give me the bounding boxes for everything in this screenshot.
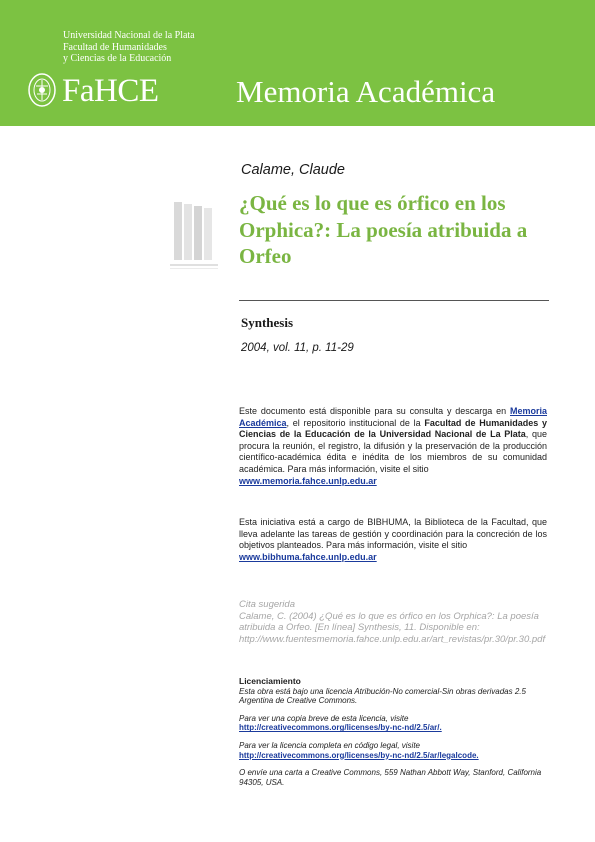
university-text	[63, 30, 195, 65]
university-crest-icon	[27, 72, 57, 108]
bibhuma-url-link[interactable]: www.bibhuma.fahce.unlp.edu.ar	[239, 551, 377, 562]
faculty-line-2: y Ciencias de la Educación	[63, 53, 172, 64]
license-description: Esta obra está bajo una licencia Atribución-No comercial-Sin obras derivadas 2.5 Argentina de Creative Commons.	[239, 686, 526, 706]
info-text-c: , que procura la reunión, el registro, la difusión y la preservación de la producción científico-académica édita e inédita de los miembros de su comunidad académica. Para más información, visite el sitio	[239, 429, 547, 474]
faculty-bold-text: Facultad de Humanidades y Ciencias de la Educación de la Universidad Nacional de La Plata	[239, 417, 547, 440]
memoria-url-link[interactable]: www.memoria.fahce.unlp.edu.ar	[239, 475, 377, 486]
license-section	[239, 677, 549, 787]
license-full-link[interactable]: http://creativecommons.org/licenses/by-nc-nd/2.5/ar/legalcode.	[239, 750, 479, 760]
faculty-line-1: Facultad de Humanidades	[63, 41, 167, 53]
journal-name: Synthesis	[241, 315, 294, 330]
memoria-books-logo-icon	[168, 200, 222, 272]
repository-title: Memoria Académica	[236, 74, 496, 109]
memoria-link[interactable]: Memoria Académica	[239, 406, 547, 428]
suggested-citation-text: Calame, C. (2004) ¿Qué es lo que es órfico en los Orphica?: La poesía atribuida a Orfeo. [En línea] Synthesis, 11. Disponible en: http://www.fuentesmemoria.fahce.unlp.edu.ar/art_revistas/pr.30/pr.30.pdf	[239, 610, 546, 645]
info-text-a: Este documento está disponible para su consulta y descarga en	[239, 406, 510, 416]
header-banner	[0, 0, 595, 126]
license-address: O envíe una carta a Creative Commons, 559 Nathan Abbott Way, Stanford, California 94305, USA.	[239, 768, 542, 787]
license-short-link[interactable]: http://creativecommons.org/licenses/by-nc-nd/2.5/ar/.	[239, 723, 442, 733]
document-author: Calame, Claude	[241, 162, 345, 178]
info-text-b: , el repositorio institucional de la	[286, 417, 425, 428]
suggested-citation-label: Cita sugerida	[239, 599, 295, 610]
bibhuma-text: Esta iniciativa está a cargo de BIBHUMA, la Biblioteca de la Facultad, que lleva adelante las tareas de gestión y coordinación para la concreción de los objetivos planteados. Para más información, visite el sitio	[239, 517, 547, 551]
fahce-logo-text: FaHCE	[62, 73, 159, 109]
repository-info-paragraph	[239, 406, 547, 487]
license-heading: Licenciamiento	[239, 676, 301, 686]
citation-info: 2004, vol. 11, p. 11-29	[241, 342, 354, 354]
divider	[239, 300, 549, 301]
license-short-label: Para ver una copia breve de esta licencia, visite	[239, 713, 409, 723]
document-title: ¿Qué es lo que es órfico en los Orphica?: La poesía atribuida a Orfeo	[239, 191, 528, 268]
suggested-citation	[239, 599, 546, 645]
bibhuma-info-paragraph	[239, 517, 547, 563]
university-name: Universidad Nacional de la Plata	[63, 30, 195, 41]
license-full-label: Para ver la licencia completa en código legal, visite	[239, 740, 420, 750]
